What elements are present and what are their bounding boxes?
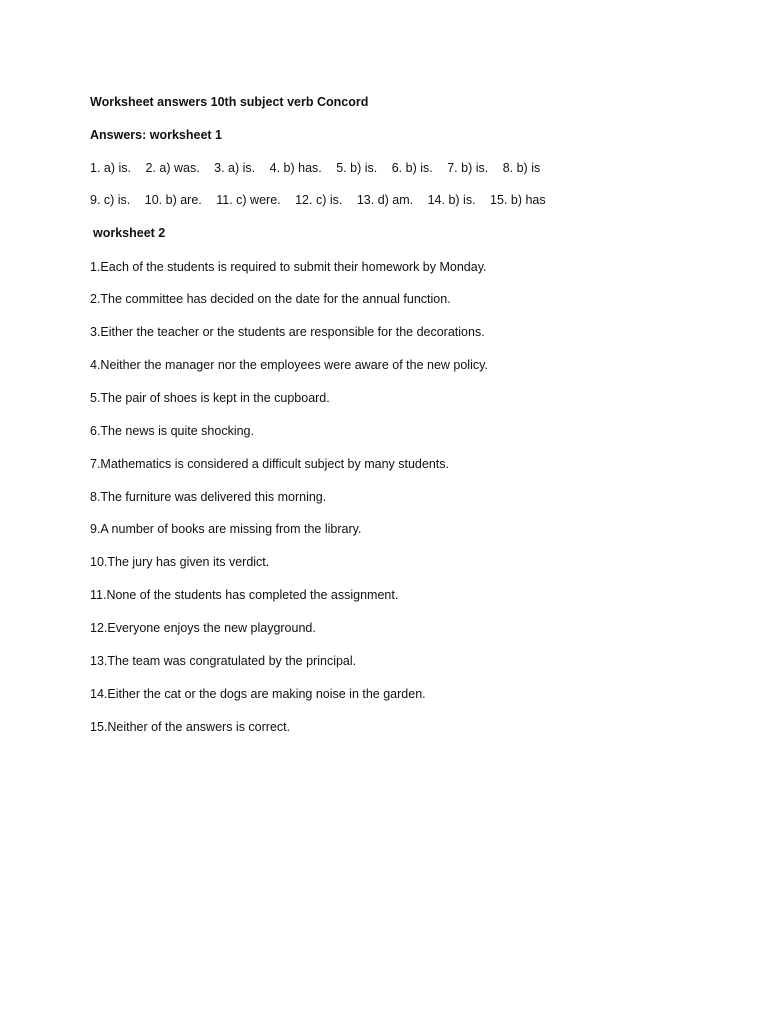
worksheet1-answers-row1 xyxy=(90,160,540,176)
answer-12: 12. c) is. xyxy=(295,193,343,207)
worksheet2-item-12: 12.Everyone enjoys the new playground. xyxy=(90,621,316,635)
worksheet2-item-2: 2.The committee has decided on the date for the annual function. xyxy=(90,292,451,306)
answer-3: 3. a) is. xyxy=(214,161,256,175)
answer-8: 8. b) is xyxy=(502,161,541,175)
document-title: Worksheet answers 10th subject verb Concord xyxy=(90,95,369,109)
answer-6: 6. b) is. xyxy=(391,161,433,175)
worksheet1-answers-row2 xyxy=(90,192,546,208)
answer-5: 5. b) is. xyxy=(336,161,378,175)
answer-10: 10. b) are. xyxy=(144,193,202,207)
worksheet2-item-7: 7.Mathematics is considered a difficult subject by many students. xyxy=(90,457,449,471)
worksheet1-heading: Answers: worksheet 1 xyxy=(90,128,222,142)
answer-11: 11. c) were. xyxy=(216,193,281,207)
worksheet2-item-4: 4.Neither the manager nor the employees were aware of the new policy. xyxy=(90,358,488,372)
worksheet2-item-3: 3.Either the teacher or the students are responsible for the decorations. xyxy=(90,325,485,339)
answer-7: 7. b) is. xyxy=(447,161,489,175)
worksheet2-item-1: 1.Each of the students is required to submit their homework by Monday. xyxy=(90,260,487,274)
worksheet2-item-6: 6.The news is quite shocking. xyxy=(90,424,254,438)
worksheet2-item-8: 8.The furniture was delivered this morning. xyxy=(90,490,327,504)
answer-4: 4. b) has. xyxy=(269,161,322,175)
worksheet2-item-11: 11.None of the students has completed the assignment. xyxy=(90,588,399,602)
worksheet2-heading: worksheet 2 xyxy=(93,226,166,240)
worksheet2-item-14: 14.Either the cat or the dogs are making noise in the garden. xyxy=(90,687,426,701)
answer-15: 15. b) has xyxy=(490,193,546,207)
worksheet2-item-5: 5.The pair of shoes is kept in the cupboard. xyxy=(90,391,330,405)
worksheet2-item-9: 9.A number of books are missing from the library. xyxy=(90,522,362,536)
answer-13: 13. d) am. xyxy=(356,193,414,207)
worksheet2-item-13: 13.The team was congratulated by the principal. xyxy=(90,654,357,668)
answer-1: 1. a) is. xyxy=(90,161,131,175)
worksheet2-item-15: 15.Neither of the answers is correct. xyxy=(90,720,291,734)
answer-14: 14. b) is. xyxy=(427,193,476,207)
worksheet2-item-10: 10.The jury has given its verdict. xyxy=(90,555,270,569)
answer-2: 2. a) was. xyxy=(145,161,200,175)
answer-9: 9. c) is. xyxy=(90,193,131,207)
